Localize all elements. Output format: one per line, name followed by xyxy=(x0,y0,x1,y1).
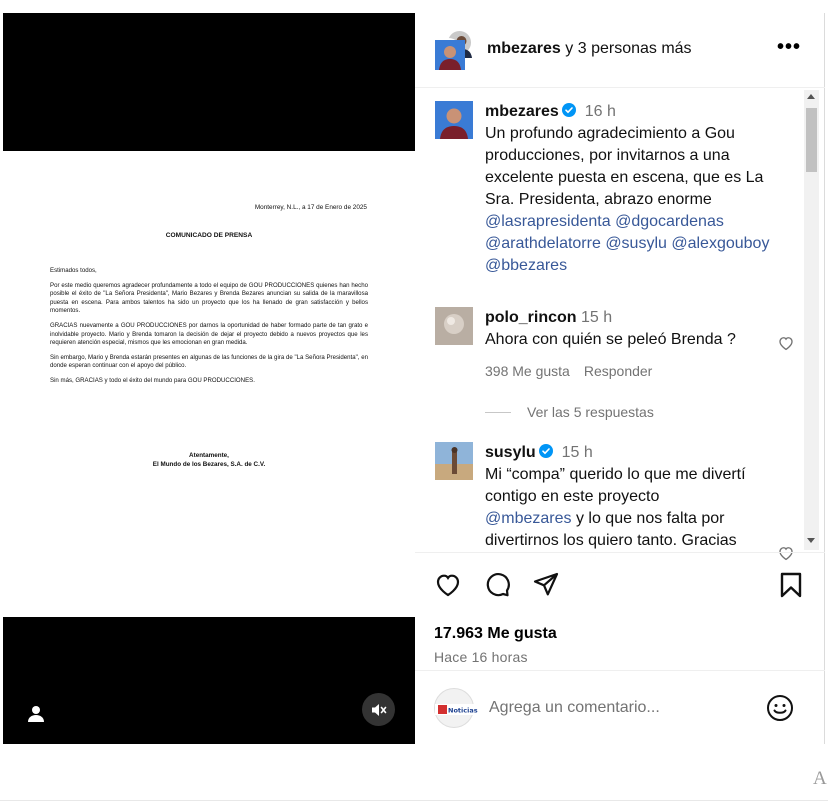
avatar[interactable] xyxy=(435,442,473,480)
comment-text xyxy=(485,101,795,277)
comment-time[interactable]: 15 h xyxy=(581,309,613,326)
corner-glyph: A xyxy=(813,768,827,789)
like-count[interactable]: 17.963 Me gusta xyxy=(434,625,557,642)
page-divider xyxy=(0,800,828,801)
brand-badge-text: Noticias xyxy=(448,706,478,715)
replies-divider xyxy=(485,412,511,413)
comment-likes[interactable]: 398 Me gusta xyxy=(485,363,570,379)
doc-greeting: Estimados todos, xyxy=(50,267,97,274)
verified-badge-icon xyxy=(539,444,553,458)
comment-input[interactable] xyxy=(489,695,749,721)
doc-sign-line-1: Atentamente, xyxy=(189,452,229,459)
mention-link[interactable]: @alexgouboy xyxy=(671,235,770,252)
current-user-avatar xyxy=(434,688,478,728)
doc-paragraph-3: Sin embargo, Mario y Brenda estarán presentes en algunas de las funciones de la gira de "La Señora Presidenta", en donde esperan continuar con el apoyo del público. xyxy=(50,353,368,370)
press-release-image xyxy=(3,151,415,617)
comment-body: Mi “compa” querido lo que me divertí contigo en este proyecto xyxy=(485,466,746,505)
mention-link[interactable]: @mbezares xyxy=(485,510,572,527)
post-timestamp[interactable]: Hace 16 horas xyxy=(434,649,528,665)
author-username[interactable]: mbezares xyxy=(487,40,561,57)
doc-signature xyxy=(3,451,415,469)
mention-link[interactable]: @bbezares xyxy=(485,257,568,274)
mention-link[interactable]: @susylu xyxy=(605,235,667,252)
comment-item xyxy=(435,307,795,427)
comments-list[interactable] xyxy=(415,89,825,551)
comment-username[interactable]: polo_rincon xyxy=(485,309,577,326)
mute-button[interactable] xyxy=(362,693,395,726)
comment-body: Un profundo agradecimiento a Gou producciones, por invitarnos a una excelente puesta en escena, que es La Sra. Presidenta, abrazo enorme xyxy=(485,125,764,208)
doc-paragraph-2: GRACIAS nuevamente a GOU PRODUCCIONES por darnos la oportunidad de haber formado parte de tan grato e inolvidable proyecto. Mario y Brenda tomaron la decisión de dejar el proyecto debido a nuevos proyectos que les requieren atención especial, mismos que les emocionan en gran medida. xyxy=(50,321,368,347)
doc-title: COMUNICADO DE PRENSA xyxy=(165,232,253,239)
emoji-icon[interactable] xyxy=(765,693,795,723)
doc-paragraph-1: Por este medio queremos agradecer profundamente a todo el equipo de GOU PRODUCCIONES quienes han hecho posible el éxito de "La Señora Presidenta", Mario Bezares y Brenda Bezares anuncian su salida de la maravillosa puesta en escena. Para ambos talentos ha sido un proyecto que los ha llenado de gran satisfacción y bellos momentos. xyxy=(50,281,368,315)
share-paper-plane-icon[interactable] xyxy=(532,571,560,599)
scroll-thumb[interactable] xyxy=(806,108,817,172)
verified-badge-icon xyxy=(562,103,576,117)
comment-body: Ahora con quién se peleó Brenda ? xyxy=(485,331,736,348)
collaborators-label[interactable]: y 3 personas más xyxy=(560,40,692,57)
doc-body xyxy=(50,267,368,392)
comment-meta xyxy=(485,363,666,379)
caption-comment xyxy=(435,101,795,281)
reply-button[interactable]: Responder xyxy=(583,363,653,379)
tagged-users-button[interactable] xyxy=(25,703,47,725)
mention-link[interactable]: @lasrapresidenta xyxy=(485,213,611,230)
save-bookmark-icon[interactable] xyxy=(777,571,805,599)
mention-link[interactable]: @dgocardenas xyxy=(615,213,724,230)
comment-time[interactable]: 16 h xyxy=(584,103,616,120)
post-header xyxy=(415,13,825,88)
avatar[interactable] xyxy=(435,101,473,139)
user-icon xyxy=(25,703,47,725)
doc-place-date: Monterrey, N.L., a 17 de Enero de 2025 xyxy=(254,204,367,211)
view-replies[interactable] xyxy=(485,404,668,420)
comment-composer xyxy=(415,670,825,744)
like-comment-heart-icon[interactable] xyxy=(777,334,795,352)
comment-username[interactable]: mbezares xyxy=(485,103,559,120)
scroll-down-arrow-icon[interactable] xyxy=(807,538,815,543)
comments-scrollbar[interactable] xyxy=(804,90,819,550)
comment-bubble-icon[interactable] xyxy=(483,571,511,599)
speaker-muted-icon xyxy=(370,701,388,719)
avatar[interactable] xyxy=(435,307,473,345)
post-side-panel xyxy=(415,13,825,744)
view-replies-label[interactable]: Ver las 5 respuestas xyxy=(527,404,654,420)
post-authors[interactable] xyxy=(487,40,692,58)
comment-item xyxy=(435,442,795,562)
author-avatar[interactable] xyxy=(433,38,463,68)
comment-time[interactable]: 15 h xyxy=(561,444,593,461)
scroll-up-arrow-icon[interactable] xyxy=(807,94,815,99)
comment-text xyxy=(485,307,795,351)
mention-link[interactable]: @arathdelatorre xyxy=(485,235,601,252)
doc-sign-line-2: El Mundo de los Bezares, S.A. de C.V. xyxy=(152,461,266,468)
like-heart-icon[interactable] xyxy=(434,571,462,599)
post-actions xyxy=(415,552,825,670)
news-logo-icon xyxy=(435,689,478,729)
comment-body-continued: y lo que nos falta por divertirnos los quiero tanto. Gracias xyxy=(485,510,737,549)
comment-text xyxy=(485,442,795,552)
doc-paragraph-4: Sin más, GRACIAS y todo el éxito del mundo para GOU PRODUCCIONES. xyxy=(50,376,255,384)
more-options-button[interactable]: ••• xyxy=(776,36,801,58)
comment-username[interactable]: susylu xyxy=(485,444,536,461)
post-media[interactable] xyxy=(3,13,415,744)
